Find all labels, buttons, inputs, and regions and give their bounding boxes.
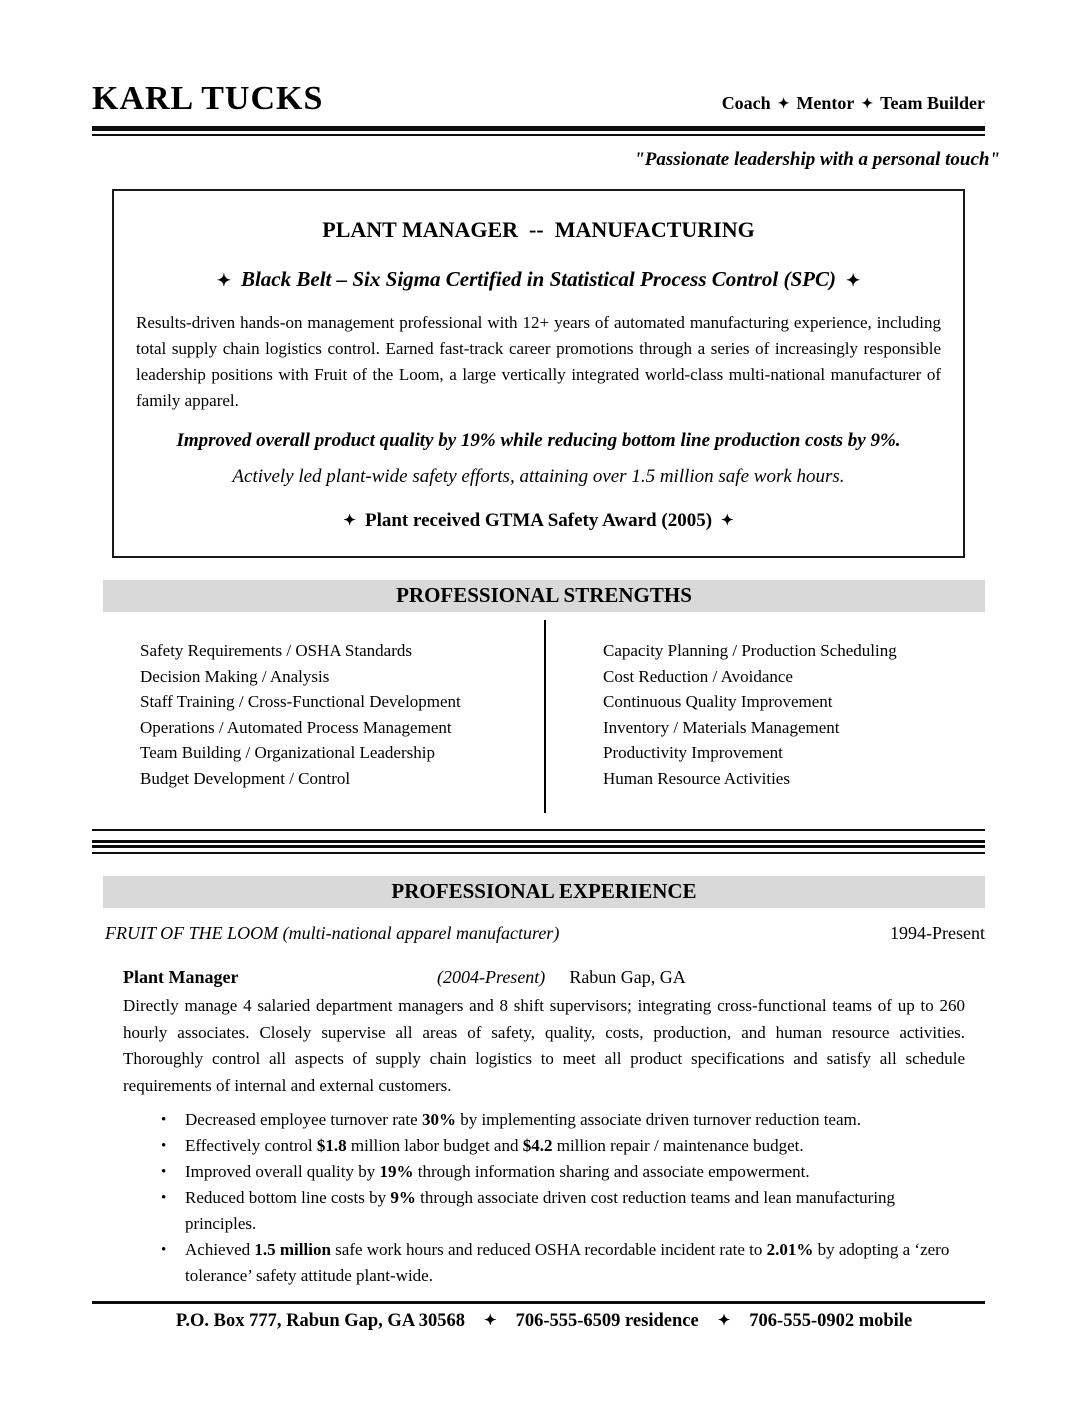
metric-emphasis: 19%: [379, 1162, 414, 1181]
highlight-quality: Improved overall product quality by 19% while reducing bottom line production costs by 9%.: [176, 430, 901, 451]
candidate-name: KARL TUCKS: [92, 80, 324, 117]
personal-quote: "Passionate leadership with a personal touch": [634, 149, 1000, 170]
bullet-text: Achieved: [185, 1240, 255, 1259]
certification-line: [124, 267, 953, 292]
footer-address: P.O. Box 777, Rabun Gap, GA 30568: [175, 1311, 466, 1331]
bullet-text: safe work hours and reduced OSHA recordable incident rate to: [330, 1240, 767, 1259]
tagline-team-builder: Team Builder: [880, 93, 985, 113]
metric-emphasis: 30%: [421, 1110, 456, 1129]
experience-heading: PROFESSIONAL EXPERIENCE: [103, 876, 985, 908]
divider-line: [92, 829, 985, 831]
bullet-text: million repair / maintenance budget.: [552, 1136, 804, 1155]
list-item: Productivity Improvement: [603, 743, 783, 762]
star-icon: ✦: [777, 97, 790, 112]
achievement-bullets: [123, 1107, 965, 1289]
list-item: Human Resource Activities: [603, 768, 790, 788]
metric-emphasis: $4.2: [522, 1136, 553, 1155]
list-item: [123, 1237, 965, 1289]
list-item: Staff Training / Cross-Functional Development: [140, 692, 461, 711]
list-item: Inventory / Materials Management: [603, 717, 840, 737]
strengths-list-right: [522, 638, 985, 791]
strengths-heading: PROFESSIONAL STRENGTHS: [103, 580, 985, 612]
tagline-mentor: Mentor: [796, 93, 855, 113]
star-icon: ✦: [484, 1313, 497, 1329]
footer-divider: [92, 1301, 985, 1304]
star-icon: ✦: [846, 271, 861, 290]
award-text: Plant received GTMA Safety Award (2005): [364, 510, 713, 531]
bullet-text: million labor budget and: [346, 1136, 523, 1155]
company-name: FRUIT OF THE LOOM (multi-national apparel manufacturer): [105, 923, 560, 943]
job-row: [123, 967, 985, 988]
metric-emphasis: 1.5 million: [254, 1240, 331, 1259]
list-item: Decision Making / Analysis: [140, 666, 330, 686]
divider-line: [92, 126, 985, 131]
divider-line: [92, 134, 985, 136]
strengths-columns: [103, 612, 985, 813]
list-item: [123, 1133, 965, 1159]
bullet-text: Effectively control: [185, 1136, 317, 1155]
header-tagline: [722, 93, 985, 118]
strengths-list-left: [103, 638, 522, 791]
bullet-text: by adopting a ‘zero tolerance’ safety attitude plant-wide.: [185, 1240, 950, 1285]
summary-box: [112, 189, 965, 558]
bullet-text: Improved overall quality by: [185, 1162, 380, 1181]
tagline-coach: Coach: [721, 93, 771, 113]
star-icon: ✦: [216, 271, 231, 290]
header: [92, 80, 985, 118]
job-description: Directly manage 4 salaried department managers and 8 shift supervisors; integrating cross-functional teams of up to 260 hourly associates. Closely supervise all areas of safety, quality, costs, production, and human resource activities. Thoroughly control all aspects of supply chain logistics to meet all product specifications and satisfy all schedule requirements of internal and external customers.: [123, 996, 965, 1095]
highlight-safety: Actively led plant-wide safety efforts, attaining over 1.5 million safe work hours.: [232, 466, 845, 487]
star-icon: ✦: [717, 1313, 731, 1329]
section-divider: [92, 829, 985, 854]
job-target-title: PLANT MANAGER -- MANUFACTURING: [322, 217, 755, 242]
list-item: Team Building / Organizational Leadership: [140, 743, 435, 762]
bullet-text: through information sharing and associate empowerment.: [413, 1162, 810, 1181]
list-item: Continuous Quality Improvement: [603, 692, 833, 711]
award-line: [124, 510, 953, 532]
list-item: Capacity Planning / Production Scheduling: [603, 641, 897, 660]
divider-line: [92, 845, 985, 848]
list-item: [123, 1159, 965, 1185]
bullet-text: by implementing associate driven turnover reduction team.: [455, 1110, 861, 1129]
bullet-text: Reduced bottom line costs by: [185, 1188, 391, 1207]
company-dates: 1994-Present: [890, 923, 985, 943]
job-period: (2004-Present): [437, 967, 546, 987]
footer-contact: [0, 1311, 1088, 1332]
divider-line: [92, 840, 985, 843]
header-divider: [92, 126, 985, 136]
list-item: Budget Development / Control: [140, 768, 351, 788]
list-item: [123, 1107, 965, 1133]
list-item: Safety Requirements / OSHA Standards: [140, 641, 412, 660]
list-item: Cost Reduction / Avoidance: [603, 666, 793, 686]
company-row: [105, 923, 985, 944]
list-item: Operations / Automated Process Management: [140, 717, 452, 737]
bullet-text: Decreased employee turnover rate: [185, 1110, 422, 1129]
job-title: Plant Manager: [123, 967, 239, 987]
star-icon: ✦: [861, 97, 874, 112]
certification-text: Black Belt – Six Sigma Certified in Statistical Process Control (SPC): [240, 267, 837, 291]
star-icon: ✦: [343, 513, 356, 529]
metric-emphasis: 9%: [390, 1188, 416, 1207]
metric-emphasis: 2.01%: [766, 1240, 814, 1259]
job-location: Rabun Gap, GA: [569, 967, 686, 987]
list-item: [123, 1185, 965, 1237]
footer-phone-mobile: 706-555-0902 mobile: [749, 1311, 913, 1331]
divider-line: [92, 852, 985, 854]
star-icon: ✦: [721, 513, 734, 529]
bullet-text: through associate driven cost reduction teams and lean manufacturing principles.: [185, 1188, 896, 1233]
footer-phone-residence: 706-555-6509 residence: [515, 1311, 699, 1331]
metric-emphasis: $1.8: [316, 1136, 347, 1155]
column-divider: [544, 620, 546, 813]
summary-paragraph: Results-driven hands-on management professional with 12+ years of automated manufacturing experience, including total supply chain logistics control. Earned fast-track career promotions through a series of increasingly responsible leadership positions with Fruit of the Loom, a large vertically integrated world-class multi-national manufacturer of family apparel.: [136, 313, 941, 410]
